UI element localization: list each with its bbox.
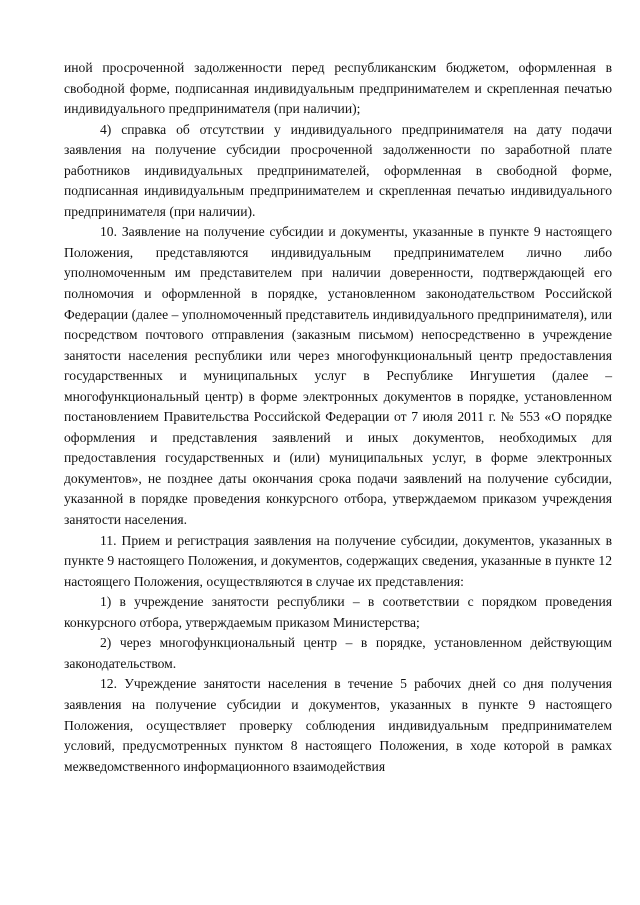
document-page [64, 58, 612, 777]
paragraph-item-4: 4) справка об отсутствии у индивидуального предпринимателя на дату подачи заявления на получение субсидии просроченной задолженности по заработной плате работников индивидуальных предпринимателей, оформленная в свободной форме, подписанная индивидуальным предпринимателем и скрепленная печатью индивидуального предпринимателя (при наличии). [64, 121, 612, 219]
paragraph-clause-11-item-1: 1) в учреждение занятости республики – в соответствии с порядком проведения конкурсного отбора, утверждаемым приказом Министерства; [64, 594, 612, 630]
paragraph-continuation: иной просроченной задолженности перед республиканским бюджетом, оформленная в свободной форме, подписанная индивидуальным предпринимателем и скрепленная печатью индивидуального предпринимателя (при наличии); [64, 60, 612, 117]
paragraph-clause-10: 10. Заявление на получение субсидии и документы, указанные в пункте 9 настоящего Положения, представляются индивидуальным предпринимателем лично либо уполномоченным им представителем при наличии доверенности, подтверждающей его полномочия и оформленной в порядке, установленном законодательством Российской Федерации (далее – уполномоченный представитель индивидуального предпринимателя), или посредством почтового отправления (заказным письмом) непосредственно в учреждение занятости населения республики или через многофункциональный центр предоставления государственных и муниципальных услуг в Республике Ингушетия (далее – многофункциональный центр) в форме электронных документов в порядке, установленном постановлением Правительства Российской Федерации от 7 июля 2011 г. № 553 «О порядке оформления и представления заявлений и иных документов, необходимых для предоставления государственных и (или) муниципальных услуг, в форме электронных документов», не позднее даты окончания срока подачи заявлений на получение субсидии, указанной в порядке проведения конкурсного отбора, утверждаемом приказом учреждения занятости населения. [64, 224, 612, 528]
paragraph-clause-11: 11. Прием и регистрация заявления на получение субсидии, документов, указанных в пункте 9 настоящего Положения, и документов, содержащих сведения, указанные в пункте 12 настоящего Положения, осуществляются в случае их представления: [64, 532, 612, 589]
paragraph-clause-12: 12. Учреждение занятости населения в течение 5 рабочих дней со дня получения заявления на получение субсидии и документов, указанных в пункте 9 настоящего Положения, осуществляет проверку соблюдения индивидуальным предпринимателем условий, предусмотренных пунктом 8 настоящего Положения, в ходе которой в рамках межведомственного информационного взаимодействия [64, 676, 612, 774]
paragraph-clause-11-item-2: 2) через многофункциональный центр – в порядке, установленном действующим законодательством. [64, 635, 612, 671]
